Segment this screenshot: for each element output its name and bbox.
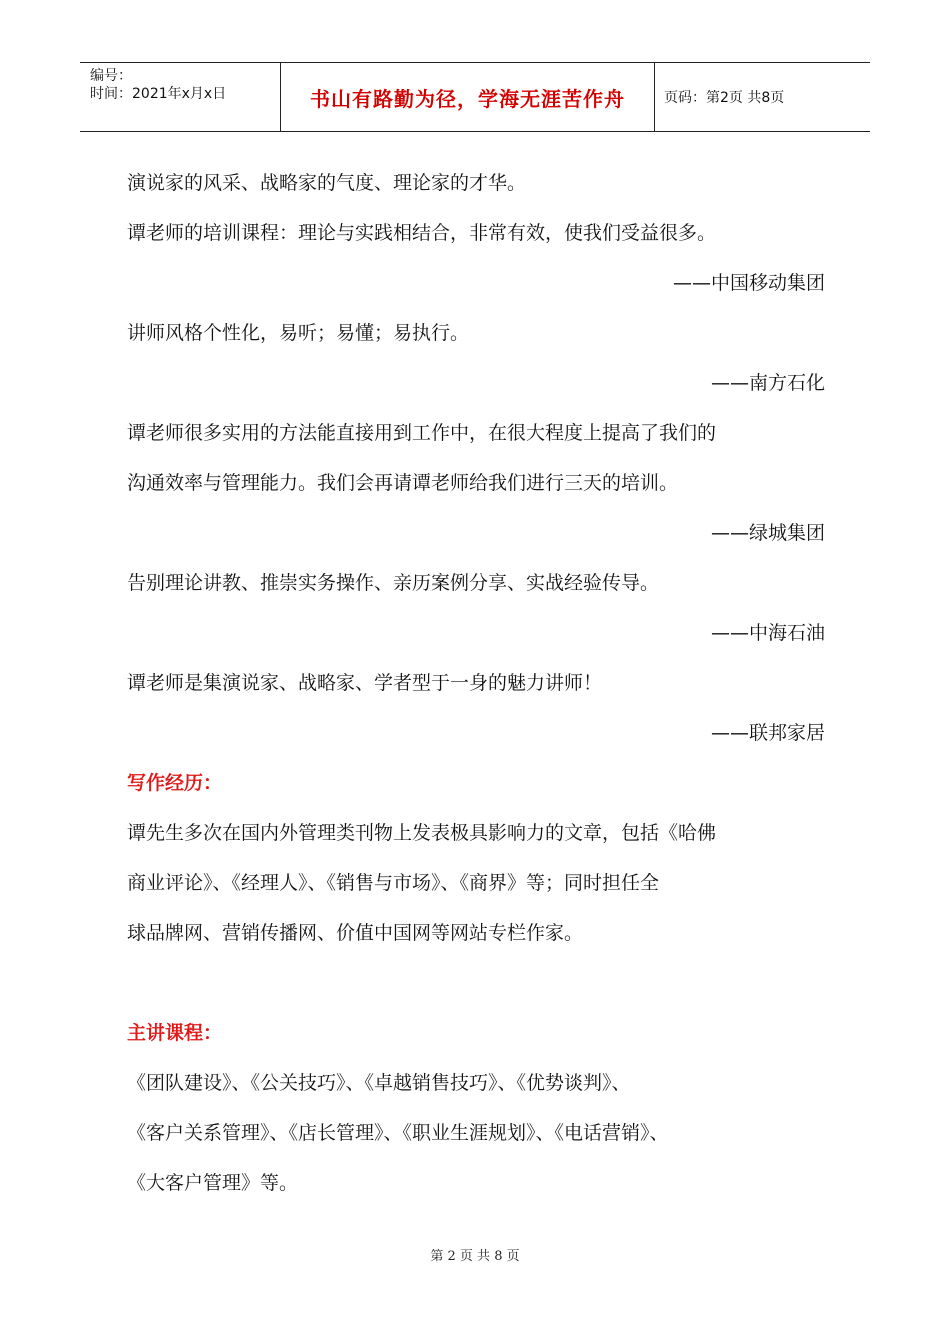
courses-heading: 主讲课程： (127, 1022, 223, 1044)
testimonial-source: ——联邦家居 (710, 722, 825, 744)
testimonial-source: ——中海石油 (710, 622, 825, 644)
testimonial-source: ——绿城集团 (710, 522, 825, 544)
testimonial-source: ——南方石化 (710, 372, 825, 394)
testimonial-text: 谭老师是集演说家、战略家、学者型于一身的魅力讲师！ (127, 672, 603, 694)
writing-text: 谭先生多次在国内外管理类刊物上发表极具影响力的文章，包括《哈佛 (127, 822, 717, 844)
testimonial-source: ——中国移动集团 (672, 272, 825, 294)
testimonial-text: 沟通效率与管理能力。我们会再请谭老师给我们进行三天的培训。 (127, 472, 679, 494)
testimonial-text: 谭老师很多实用的方法能直接用到工作中，在很大程度上提高了我们的 (127, 422, 717, 444)
page-header (80, 62, 870, 132)
courses-text: 《大客户管理》等。 (127, 1172, 299, 1194)
header-meta (80, 63, 281, 131)
testimonial-text: 告别理论讲教、推崇实务操作、亲历案例分享、实战经验传导。 (127, 572, 660, 594)
testimonial-text: 谭老师的培训课程：理论与实践相结合，非常有效，使我们受益很多。 (127, 222, 717, 244)
testimonial-text: 讲师风格个性化，易听；易懂；易执行。 (127, 322, 470, 344)
code-label: 编号： (90, 68, 132, 84)
courses-text: 《客户关系管理》、《店长管理》、《职业生涯规划》、《电话营销》、 (127, 1122, 669, 1144)
header-motto: 书山有路勤为径，学海无涯苦作舟 (281, 63, 655, 131)
time-label: 时间：2021年x月x日 (90, 86, 227, 102)
section-spacer (127, 958, 827, 1008)
document-body (127, 158, 827, 1208)
writing-heading: 写作经历： (127, 772, 223, 794)
writing-text: 球品牌网、营销传播网、价值中国网等网站专栏作家。 (127, 922, 584, 944)
header-page-info: 页码：第2页 共8页 (664, 90, 785, 106)
courses-text: 《团队建设》、《公关技巧》、《卓越销售技巧》、《优势谈判》、 (127, 1072, 631, 1094)
page-footer: 第 2 页 共 8 页 (430, 1249, 520, 1264)
paragraph-line: 演说家的风采、战略家的气度、理论家的才华。 (127, 172, 527, 194)
writing-text: 商业评论》、《经理人》、《销售与市场》、《商界》等；同时担任全 (127, 872, 660, 894)
